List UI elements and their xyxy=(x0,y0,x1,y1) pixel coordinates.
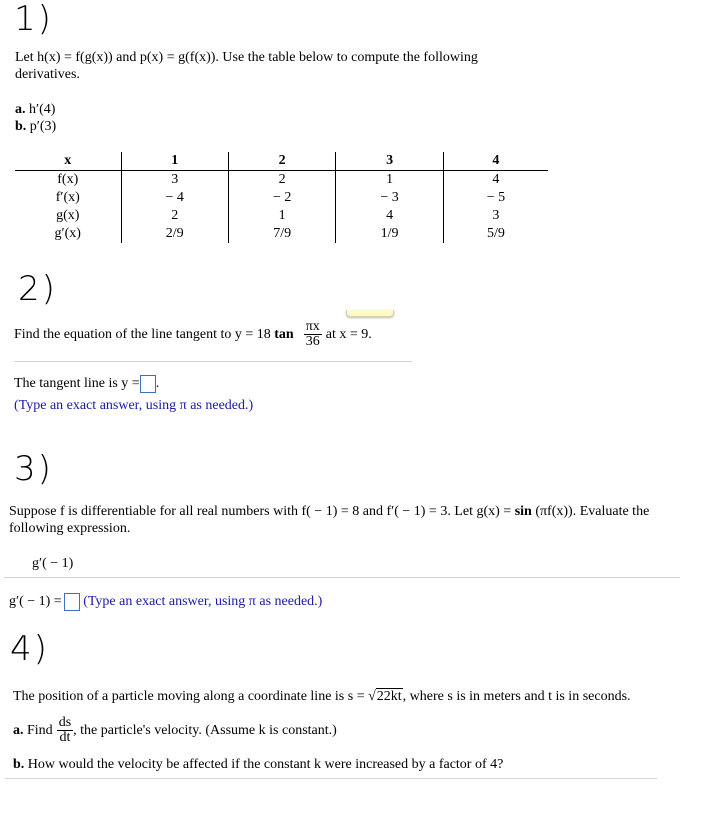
problem-4-part-b xyxy=(13,756,503,773)
g-prime-answer-input[interactable] xyxy=(64,593,80,611)
derivative-fraction xyxy=(57,716,73,745)
row-label: f(x) xyxy=(57,172,79,187)
table-cell: − 2 xyxy=(228,189,335,207)
function-name: sin xyxy=(514,504,532,519)
table-cell: − 3 xyxy=(336,189,443,207)
table-cell: 2 xyxy=(121,207,228,225)
problem-1-part-b xyxy=(15,118,56,135)
part-b-label: b. xyxy=(15,119,27,134)
table-row xyxy=(15,189,548,207)
problem-3-prompt-line1 xyxy=(9,503,649,520)
fraction-denominator: 36 xyxy=(305,334,320,349)
table-header-row xyxy=(15,152,548,171)
divider xyxy=(4,577,680,578)
table-cell: − 4 xyxy=(121,189,228,207)
table-cell: 2/9 xyxy=(121,225,228,243)
table-header: 2 xyxy=(228,152,335,171)
table-header: 3 xyxy=(336,152,443,171)
function-name: tan xyxy=(274,327,294,342)
fraction-numerator: ds xyxy=(58,715,72,730)
table-cell: 1 xyxy=(336,171,443,190)
problem-3-expression: g′( − 1) xyxy=(32,556,74,571)
problem-4-prompt xyxy=(13,688,631,705)
answer-label: The tangent line is y = xyxy=(14,376,140,392)
prompt-text: The position of a particle moving along a coordinate line is s = xyxy=(13,689,365,704)
tooltip-popup xyxy=(346,310,394,317)
problem-4-number: 4) xyxy=(10,629,49,669)
part-b-text: How would the velocity be affected if the constant k were increased by a factor of 4? xyxy=(27,757,504,772)
part-a-find: Find xyxy=(27,723,53,738)
problem-3-hint: (Type an exact answer, using π as needed.) xyxy=(83,594,323,610)
table-header: 1 xyxy=(121,152,228,171)
answer-label: g′( − 1) = xyxy=(9,594,62,610)
row-label: g(x) xyxy=(56,208,80,223)
prompt-text-end: (πf(x)). Evaluate the xyxy=(535,504,650,519)
prompt-text: Find the equation of the line tangent to y = 18 xyxy=(14,327,271,342)
fraction-numerator: πx xyxy=(305,319,320,334)
fraction xyxy=(304,320,322,349)
problem-4-part-a xyxy=(13,716,337,745)
part-b-text: p′(3) xyxy=(29,119,57,134)
radicand: 22kt xyxy=(376,689,402,704)
part-a-label: a. xyxy=(13,723,24,738)
table-cell: 3 xyxy=(443,207,548,225)
table-cell: 4 xyxy=(336,207,443,225)
problem-1-prompt-line1: Let h(x) = f(g(x)) and p(x) = g(f(x)). Use the table below to compute the following xyxy=(15,50,478,65)
tangent-line-answer-input[interactable] xyxy=(140,375,156,393)
problem-2-hint: (Type an exact answer, using π as needed.) xyxy=(14,398,254,413)
table-header: x xyxy=(15,152,121,171)
problem-3-prompt-line2: following expression. xyxy=(9,521,131,536)
problem-3-answer-row xyxy=(9,593,322,611)
divider xyxy=(5,778,657,779)
part-a-text: , the particle's velocity. (Assume k is constant.) xyxy=(73,723,337,738)
part-a-text: h′(4) xyxy=(29,102,56,117)
table-row xyxy=(15,225,548,243)
function-values-table xyxy=(15,152,548,243)
fraction-denominator: dt xyxy=(59,730,71,745)
problem-3-number: 3) xyxy=(14,449,53,489)
table-row xyxy=(15,207,548,225)
table-cell: − 5 xyxy=(443,189,548,207)
square-root: √22kt xyxy=(368,689,402,704)
part-b-label: b. xyxy=(13,757,25,772)
problem-1-prompt-line2: derivatives. xyxy=(15,67,80,82)
divider xyxy=(14,361,412,362)
answer-period: . xyxy=(155,376,160,392)
row-label: f′(x) xyxy=(55,190,80,205)
table-cell: 7/9 xyxy=(228,225,335,243)
problem-2-number: 2) xyxy=(18,269,57,309)
prompt-text-end: at x = 9. xyxy=(325,327,372,342)
problem-1-part-a xyxy=(15,101,55,118)
table-cell: 2 xyxy=(228,171,335,190)
prompt-text-end: , where s is in meters and t is in seconds. xyxy=(402,689,631,704)
row-label: g′(x) xyxy=(54,226,81,241)
table-row xyxy=(15,171,548,190)
table-header: 4 xyxy=(443,152,548,171)
part-a-label: a. xyxy=(15,102,26,117)
table-cell: 1 xyxy=(228,207,335,225)
table-cell: 3 xyxy=(121,171,228,190)
problem-2-answer-row xyxy=(14,375,159,393)
problem-1-number: 1) xyxy=(14,0,53,39)
table-cell: 4 xyxy=(443,171,548,190)
problem-2-prompt xyxy=(14,320,372,349)
table-cell: 5/9 xyxy=(443,225,548,243)
table-cell: 1/9 xyxy=(336,225,443,243)
prompt-text: Suppose f is differentiable for all real numbers with f( − 1) = 8 and f′( − 1) = 3. Let g(x) = xyxy=(9,504,512,519)
